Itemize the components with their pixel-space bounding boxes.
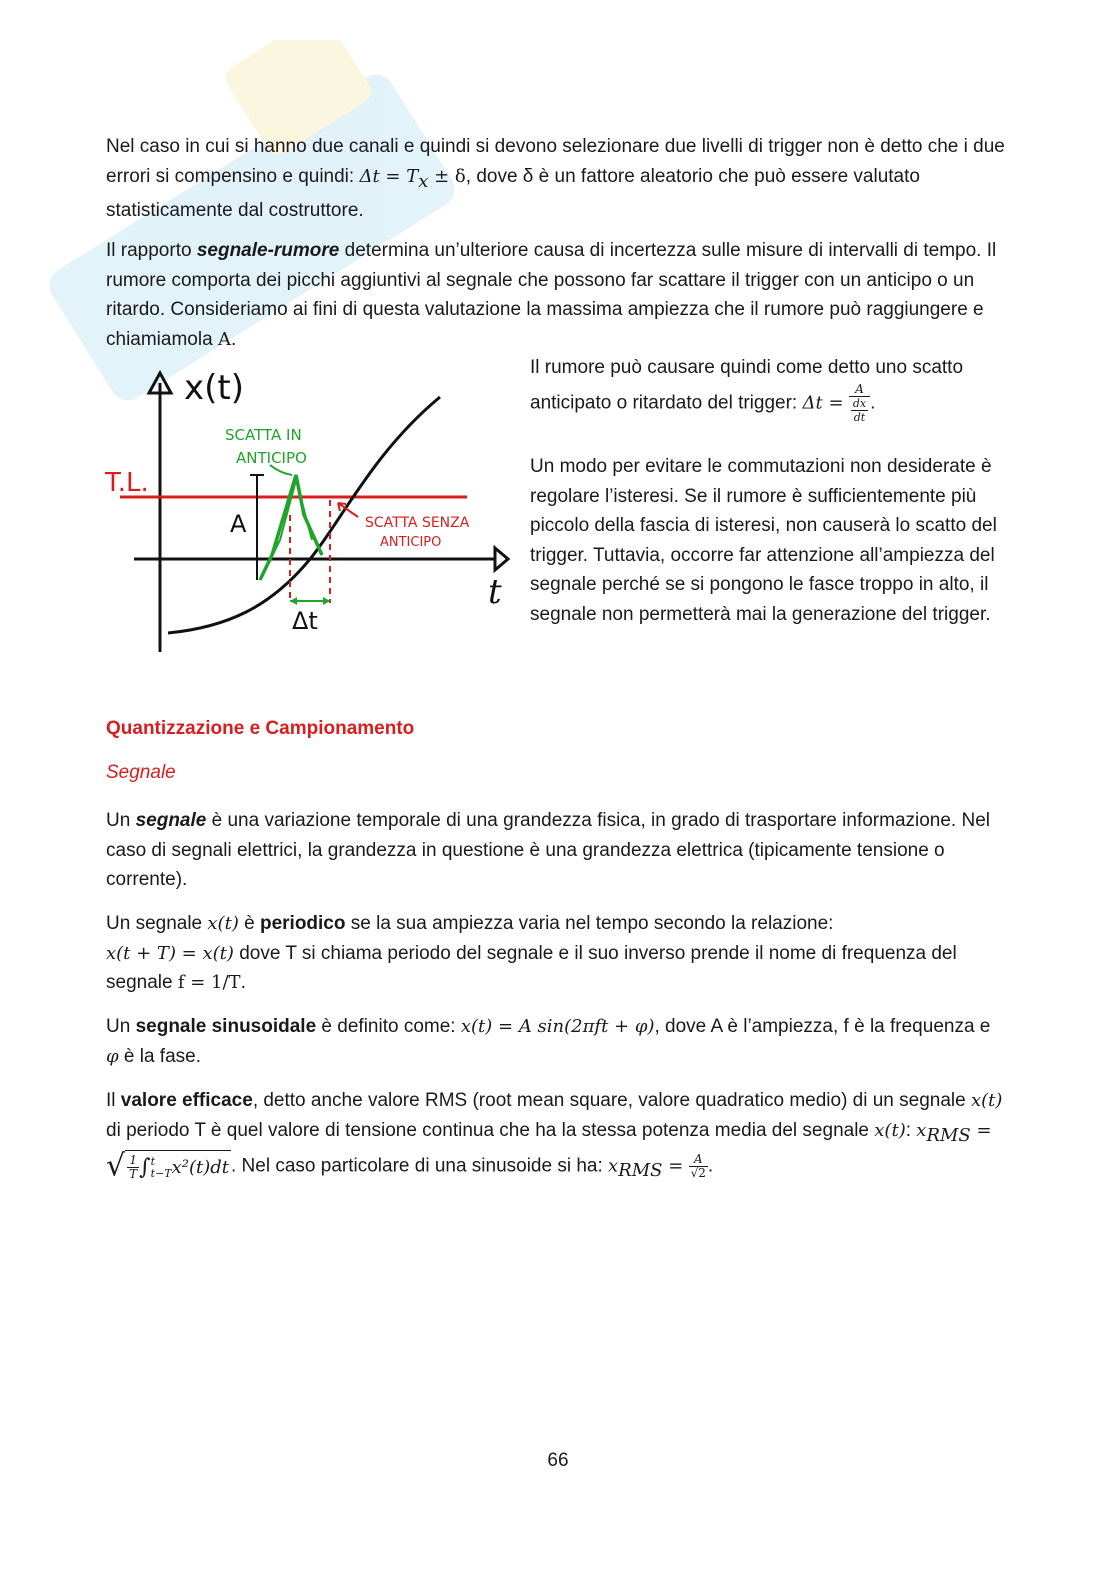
early-label-2: ANTICIPO — [236, 449, 307, 467]
p3-frac-num: A — [849, 383, 870, 397]
subsection-heading: Segnale — [106, 762, 176, 783]
p8-frac-1: 1 — [127, 1154, 139, 1168]
p2-bold-term: segnale-rumore — [196, 240, 340, 261]
paragraph-hysteresis — [530, 452, 1005, 629]
p8-text-a: Il — [106, 1090, 121, 1111]
noearly-label-1: SCATTA SENZA — [365, 515, 470, 531]
p3-frac-dx: dx — [852, 396, 867, 410]
p1-text-a: Nel caso in cui si hanno due canali e quindi si devono selezionare due livelli di trigger non è detto che i due errori si compensino e quindi: — [106, 136, 1005, 187]
delta-t-arrowhead-right — [323, 597, 330, 605]
p8-frac-a: A — [689, 1153, 708, 1167]
p8-frac-sqrt2: √2 — [690, 1165, 706, 1180]
delta-t-label: Δt — [292, 607, 318, 635]
p8-text-c: di periodo T è quel valore di tensione continua che ha la stessa potenza media del segnale — [106, 1119, 875, 1141]
p7-bold-term: segnale sinusoidale — [135, 1016, 317, 1037]
p4-text: Un modo per evitare le commutazioni non desiderate è regolare l’isteresi. Se il rumore è sufficientemente più piccolo della fascia di isteresi, non causerà lo scatto del trigger. Tuttavia, occorre far attenzione all’ampiezza del segnale perché se si pongono le fasce troppo in alto, il segnale non permetterà mai la generazione del trigger. — [530, 456, 997, 625]
p7-math-sin: x(t) = A sin(2πft + φ) — [460, 1016, 655, 1037]
p5-bold-term: segnale — [135, 810, 207, 831]
x-axis-arrow — [495, 548, 508, 570]
p7-text-d: è la fase. — [118, 1045, 201, 1067]
p2-text-b: determina un’ulteriore causa di incertezza sulle misure di intervalli di tempo. Il rumore comporta dei picchi aggiuntivi al segnale che possono far scattare il trigger con un anticipo o un ritardo. Consideriamo ai fini di questa valutazione la massima ampiezza che il rumore può raggiungere e chiamiamola — [106, 240, 997, 350]
sqrt-icon: √ — [106, 1148, 126, 1184]
p8-frac-1-over-T — [127, 1154, 139, 1181]
x-axis-label: t — [488, 572, 502, 612]
p3-fraction — [849, 383, 870, 424]
early-label-1: SCATTA IN — [225, 426, 302, 444]
p6-text-a: Un segnale — [106, 913, 208, 934]
p3-text-a: Il rumore può causare quindi come detto uno scatto anticipato o ritardato del trigger: — [530, 357, 964, 414]
p7-text-b: è definito come: — [316, 1016, 461, 1037]
p6-text-e: . — [240, 972, 246, 993]
p3-frac-den — [849, 397, 870, 424]
noearly-label-2: ANTICIPO — [380, 535, 442, 550]
p8-text-e: . Nel caso particolare di una sinusoide si ha: — [231, 1155, 609, 1177]
p6-text-d: dove T si chiama periodo del segnale e il suo inverso prende il nome di frequenza del segnale — [106, 942, 957, 993]
delta-t-arrowhead-left — [290, 597, 297, 605]
p2-text-a: Il rapporto — [106, 240, 197, 261]
p8-int-body: x²(t)dt — [171, 1156, 229, 1178]
p7-math-phi: φ — [106, 1045, 119, 1067]
p5-text-a: Un — [106, 810, 136, 831]
p6-bold-term: periodico — [259, 913, 346, 934]
p8-math-rms-sub2: RMS — [618, 1159, 663, 1181]
p3-frac-inner — [851, 397, 868, 424]
trigger-figure — [100, 365, 520, 660]
p8-math-xrms: x — [916, 1119, 927, 1141]
p8-math-eq: = — [970, 1119, 992, 1141]
p1-math-rest: ± δ — [428, 165, 466, 187]
p7-text-c: , dove A è l’ampiezza, f è la frequenza e — [654, 1016, 991, 1037]
paragraph-signal-noise — [106, 236, 1006, 354]
p6-text-c: se la sua ampiezza varia nel tempo secondo la relazione: — [345, 913, 834, 934]
p1-math-dt: Δt = T — [359, 165, 419, 187]
section-heading: Quantizzazione e Campionamento — [106, 718, 415, 739]
p1-text-b: , dove δ è un fattore aleatorio che può essere valutato statisticamente dal costruttore. — [106, 165, 920, 221]
y-axis-label: x(t) — [184, 368, 244, 408]
p3-frac-dt: dt — [853, 410, 866, 424]
p8-int-lower: t−T — [150, 1166, 172, 1180]
p8-text-d: : — [905, 1119, 917, 1141]
paragraph-signal-definition — [106, 806, 1006, 895]
paragraph-two-channels — [106, 132, 1006, 225]
p8-math-eq2: = — [662, 1155, 684, 1177]
p2-math-a: A — [217, 328, 231, 350]
paragraph-rms — [106, 1086, 1011, 1185]
p6-text-b: è — [238, 913, 260, 934]
integral-icon: ∫ — [139, 1155, 151, 1181]
p8-text-f: . — [707, 1155, 714, 1177]
trigger-level-label: T.L. — [105, 468, 149, 498]
p3-math-dt: Δt = — [802, 392, 844, 414]
paragraph-sinusoid — [106, 1012, 1006, 1071]
p8-frac-t: T — [129, 1167, 138, 1182]
p6-math-xt: x(t) — [207, 913, 239, 934]
noise-spike-edge — [265, 480, 312, 570]
p8-frac-a-sqrt2 — [689, 1153, 708, 1180]
p8-int-upper: t — [150, 1154, 156, 1168]
paragraph-noise-trigger — [530, 353, 1010, 424]
p8-math-xrms2: x — [608, 1155, 619, 1177]
p6-math-f: f = 1/T — [177, 972, 241, 993]
p8-math-xt: x(t) — [971, 1090, 1003, 1111]
p3-text-b: . — [870, 392, 876, 414]
p6-math-relation: x(t + T) = x(t) — [106, 942, 234, 964]
p8-bold-term: valore efficace — [120, 1090, 253, 1111]
page-number: 66 — [547, 1450, 569, 1471]
p8-math-rms-sub: RMS — [926, 1124, 971, 1146]
paragraph-periodic — [106, 909, 1006, 998]
p7-text-a: Un — [106, 1016, 136, 1037]
p2-text-c: . — [230, 328, 237, 350]
p1-math-sub-x: x — [418, 170, 429, 192]
p5-text-b: è una variazione temporale di una grandezza fisica, in grado di trasportare informazione. Nel caso di segnali elettrici, la grandezza in questione è una grandezza elettrica (tipicamente tensione o corrente). — [106, 810, 991, 890]
amplitude-label: A — [230, 510, 247, 538]
p8-text-b: , detto anche valore RMS (root mean square, valore quadratico medio) di un segnale — [252, 1090, 971, 1111]
p8-sqrt-formula — [106, 1150, 231, 1183]
p8-math-xt2: x(t) — [874, 1119, 906, 1141]
